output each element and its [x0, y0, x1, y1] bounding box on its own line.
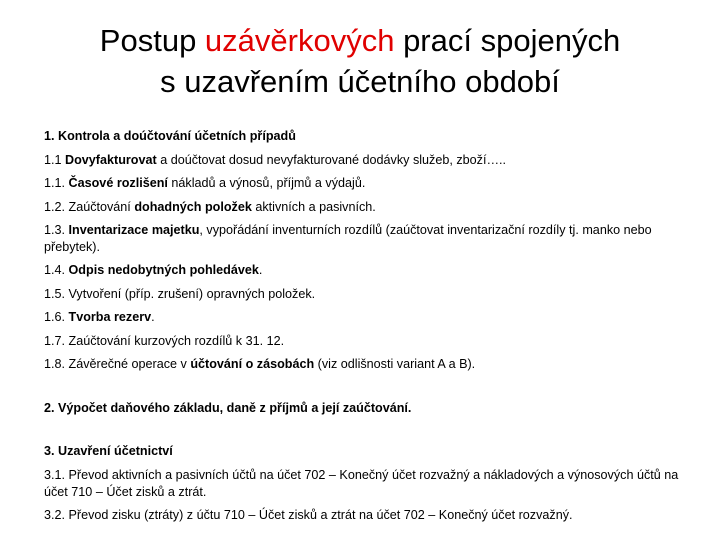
title-accent-word: uzávěrkových: [204, 23, 395, 58]
section2-heading: [44, 397, 694, 421]
page-title: [20, 20, 700, 102]
item-1-1-rest: a doúčtovat dosud nevyfakturované dodávky služeb, zboží…..: [156, 152, 507, 167]
spacer: [44, 420, 694, 440]
title-line-2: s uzavřením účetního období: [160, 64, 560, 99]
item-1-8: [44, 353, 694, 377]
item-1-6-num: 1.6.: [44, 310, 69, 324]
section3-heading: [44, 440, 694, 464]
item-3-1: 3.1. Převod aktivních a pasivních účtů na účet 702 – Konečný účet rozvažný a nákladových a výnosových účtů na účet 710 – Účet zisků a ztrát.: [44, 467, 679, 499]
item-1-5: 1.5. Vytvoření (příp. zrušení) opravných položek.: [44, 286, 316, 301]
item-1-4-rest: .: [258, 263, 263, 277]
section1-heading-text: 1. Kontrola a doúčtování účetních případů: [44, 129, 296, 143]
item-1-6-rest: .: [151, 310, 155, 324]
section3-heading-text: 3. Uzavření účetnictví: [44, 444, 173, 458]
item-1-4-bold: Odpis nedobytných pohledávek: [68, 263, 259, 277]
item-1-1-num: 1.1: [44, 152, 66, 167]
item-1-2-num: 1.2. Zaúčtování: [44, 199, 135, 214]
item-1-1: [44, 149, 694, 173]
item-1-8-bold: účtování o zásobách: [190, 357, 315, 371]
item-1-2-bold: dohadných položek: [134, 199, 252, 214]
title-line-1: [20, 20, 700, 61]
section2-heading-text: 2. Výpočet daňového základu, daně z příjmů a její zaúčtování.: [44, 400, 412, 415]
item-1-1-1-rest: nákladů a výnosů, příjmů a výdajů.: [167, 176, 366, 190]
item-1-1-bold: Dovyfakturovat: [65, 152, 157, 167]
item-1-2: [44, 196, 694, 220]
title-text-part2: prací spojených: [394, 23, 621, 58]
item-1-1-1-num: 1.1.: [44, 176, 69, 190]
item-3-2: 3.2. Převod zisku (ztráty) z účtu 710 – Účet zisků a ztrát na účet 702 – Konečný účet rozvažný.: [44, 507, 573, 522]
item-1-1-1: [44, 172, 694, 196]
item-1-8-num: 1.8. Závěrečné operace v: [44, 357, 191, 371]
item-1-2-rest: aktivních a pasivních.: [251, 199, 376, 214]
section1-heading: [44, 125, 694, 149]
item-1-1-1-bold: Časové rozlišení: [68, 176, 168, 190]
item-1-6-bold: Tvorba rezerv: [68, 310, 152, 324]
item-1-4-num: 1.4.: [44, 263, 69, 277]
title-text-part1: Postup: [99, 23, 205, 58]
item-1-6: [44, 306, 694, 330]
item-1-3: [44, 219, 694, 259]
item-1-8-rest: (viz odlišnosti variant A a B).: [314, 357, 476, 371]
item-1-3-num: 1.3.: [44, 223, 69, 237]
spacer: [44, 377, 694, 397]
item-1-3-bold: Inventarizace majetku: [68, 223, 200, 237]
item-1-4: [44, 259, 694, 283]
content-body: [44, 125, 694, 527]
item-1-7: 1.7. Zaúčtování kurzových rozdílů k 31. 12.: [44, 333, 285, 348]
item-1-3-rest: , vypořádání inventurních rozdílů (zaúčtovat inventarizační rozdíly tj. manko nebo přebytek).: [44, 223, 652, 254]
